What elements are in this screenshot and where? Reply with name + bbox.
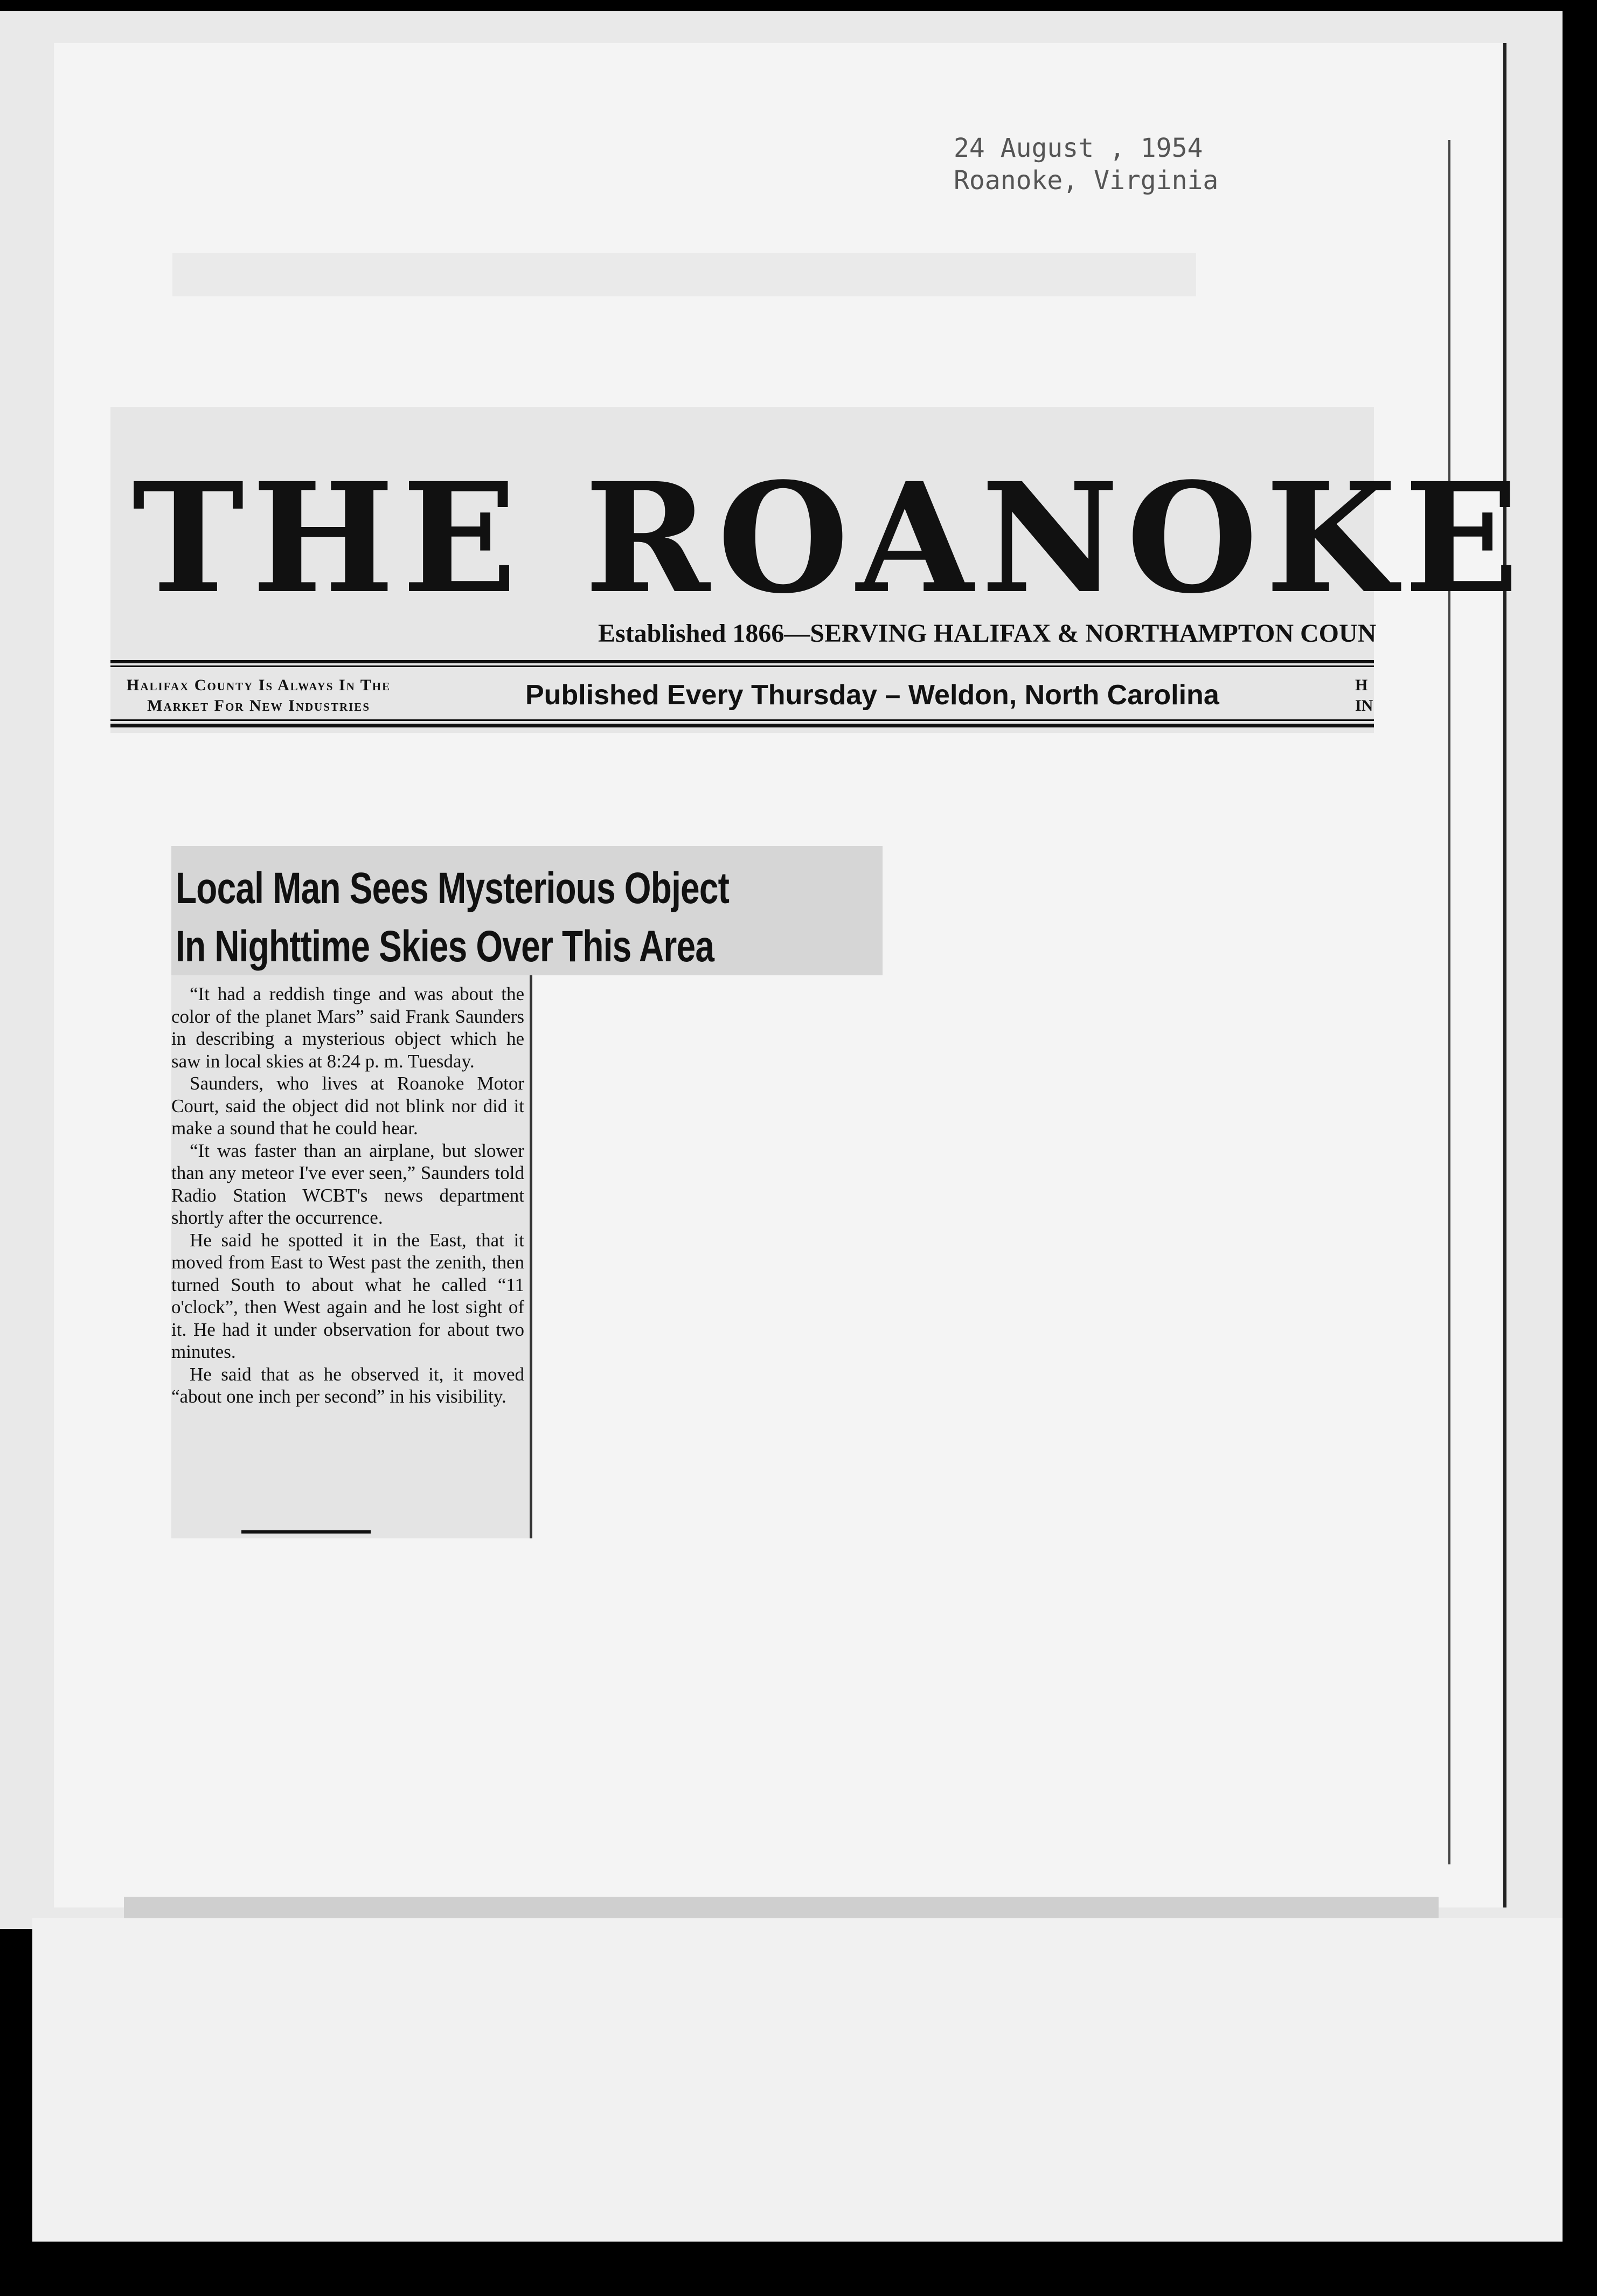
stamp-place: Roanoke, Virginia <box>954 165 1219 196</box>
masthead-right-fragment <box>1355 675 1373 716</box>
article-body <box>171 975 532 1538</box>
newspaper-masthead <box>110 407 1527 733</box>
headline-line: In Nighttime Skies Over This Area <box>176 922 714 971</box>
article-paragraph: “It was faster than an airplane, but slower than any meteor I've ever seen,” Saunders told Radio Station WCBT's news department shortly after the occurrence. <box>171 1140 524 1228</box>
motto-line: Halifax County Is Always In The <box>127 676 391 694</box>
masthead-established: Established 1866—SERVING HALIFAX & NORTHAMPTON COUN <box>598 619 1377 648</box>
fragment-line: IN <box>1355 697 1373 715</box>
article-paragraph: He said that as he observed it, it moved “about one inch per second” in his visibility. <box>171 1363 524 1407</box>
article-paragraph: Saunders, who lives at Roanoke Motor Court, said the object did not blink nor did it make a sound that he could hear. <box>171 1073 524 1139</box>
masthead-title: THE ROANOKE <box>132 450 1527 627</box>
page-shadow <box>124 1897 1439 1918</box>
headline-line: Local Man Sees Mysterious Object <box>176 864 730 913</box>
masthead-rule-bottom <box>110 724 1374 727</box>
typed-stamp <box>954 132 1218 197</box>
page-edge-line <box>1448 140 1450 1864</box>
article-headline <box>176 859 729 976</box>
masthead-rule-bottom-thin <box>110 719 1374 721</box>
masthead-publication-line: Published Every Thursday – Weldon, North Carolina <box>525 679 1219 711</box>
article-text <box>171 983 524 1408</box>
article-headline-box <box>171 846 883 975</box>
masthead-motto <box>127 675 391 716</box>
backing-sheet-lower <box>32 1918 1563 2242</box>
article-paragraph: He said he spotted it in the East, that it moved from East to West past the zenith, then turned South to about what he called “11 o'clock”, then West again and he lost sight of it. He had it under observation for about two minutes. <box>171 1229 524 1362</box>
clipping-fragment <box>172 253 1196 296</box>
article-end-rule <box>241 1530 371 1534</box>
article-paragraph: “It had a reddish tinge and was about the color of the planet Mars” said Frank Saunders in describing a mysterious object which he saw in local skies at 8:24 p. m. Tuesday. <box>171 983 524 1072</box>
motto-line: Market For New Industries <box>147 697 370 715</box>
masthead-rule-top-thin <box>110 665 1374 667</box>
stamp-date: 24 August , 1954 <box>954 133 1203 163</box>
fragment-line: H <box>1355 676 1368 694</box>
masthead-rule-top <box>110 660 1374 663</box>
